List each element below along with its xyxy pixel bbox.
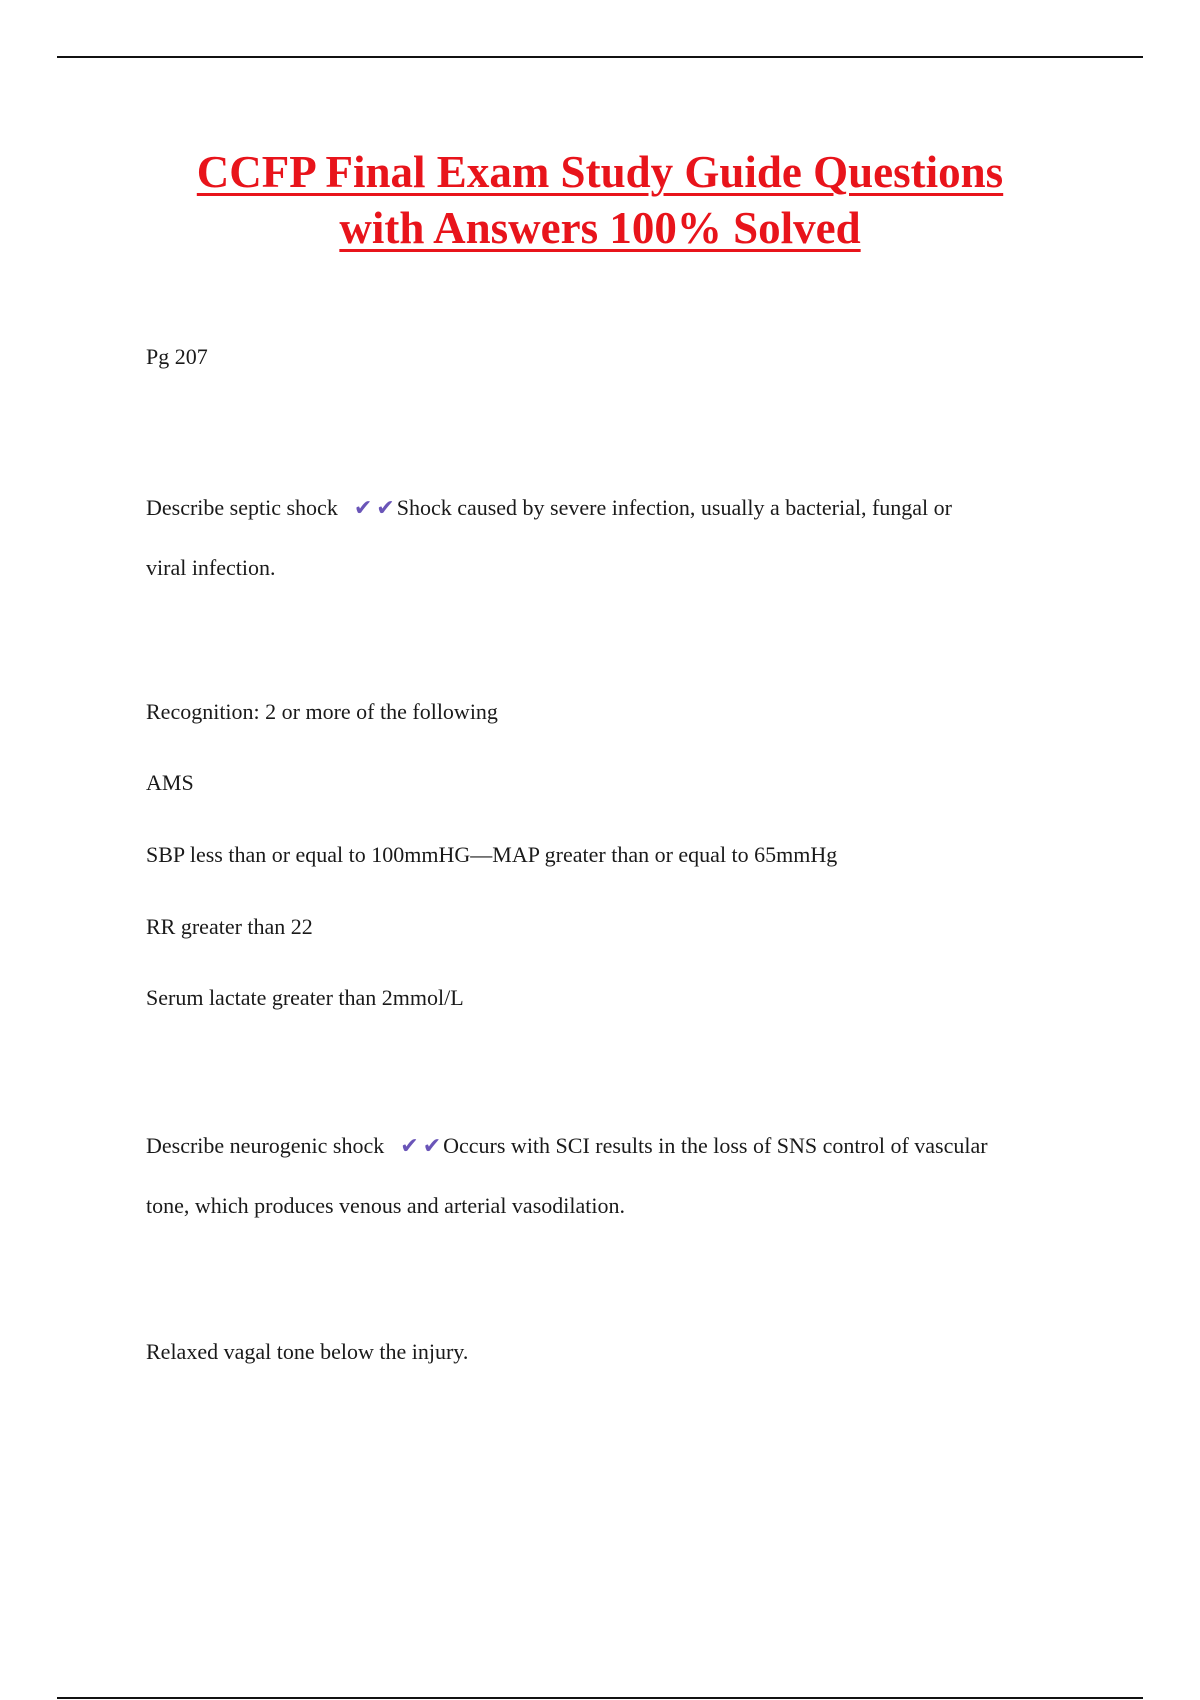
page-reference: Pg 207 bbox=[146, 344, 208, 369]
recognition-item: AMS bbox=[146, 770, 194, 795]
neurogenic-shock-question: Describe neurogenic shock bbox=[146, 1133, 385, 1158]
top-rule bbox=[57, 56, 1143, 58]
check-mark-icon: ✔ bbox=[400, 1134, 419, 1159]
recognition-item: SBP less than or equal to 100mmHG—MAP greater than or equal to 65mmHg bbox=[146, 842, 838, 867]
recognition-item: Serum lactate greater than 2mmol/L bbox=[146, 985, 464, 1010]
recognition-item: RR greater than 22 bbox=[146, 914, 313, 939]
septic-shock-answer-line-1: Shock caused by severe infection, usually a bacterial, fungal or bbox=[396, 495, 952, 520]
neurogenic-shock-answer-line-1: Occurs with SCI results in the loss of SNS control of vascular bbox=[443, 1133, 988, 1158]
recognition-heading: Recognition: 2 or more of the following bbox=[146, 699, 498, 724]
title-line-1: CCFP Final Exam Study Guide Questions bbox=[196, 147, 1004, 197]
septic-shock-question: Describe septic shock bbox=[146, 495, 338, 520]
neurogenic-shock-question-line bbox=[146, 1132, 988, 1161]
document-title bbox=[0, 144, 1200, 256]
bottom-rule bbox=[57, 1697, 1143, 1699]
neurogenic-shock-answer-line-2: tone, which produces venous and arterial vasodilation. bbox=[146, 1193, 625, 1218]
check-mark-icon: ✔ bbox=[376, 496, 395, 521]
septic-shock-question-line bbox=[146, 494, 952, 523]
septic-shock-answer-line-2: viral infection. bbox=[146, 555, 276, 580]
check-mark-icon: ✔ bbox=[422, 1134, 442, 1159]
check-mark-icon: ✔ bbox=[353, 496, 373, 521]
title-line-2: with Answers 100% Solved bbox=[339, 203, 861, 253]
vagal-tone-note: Relaxed vagal tone below the injury. bbox=[146, 1339, 469, 1364]
